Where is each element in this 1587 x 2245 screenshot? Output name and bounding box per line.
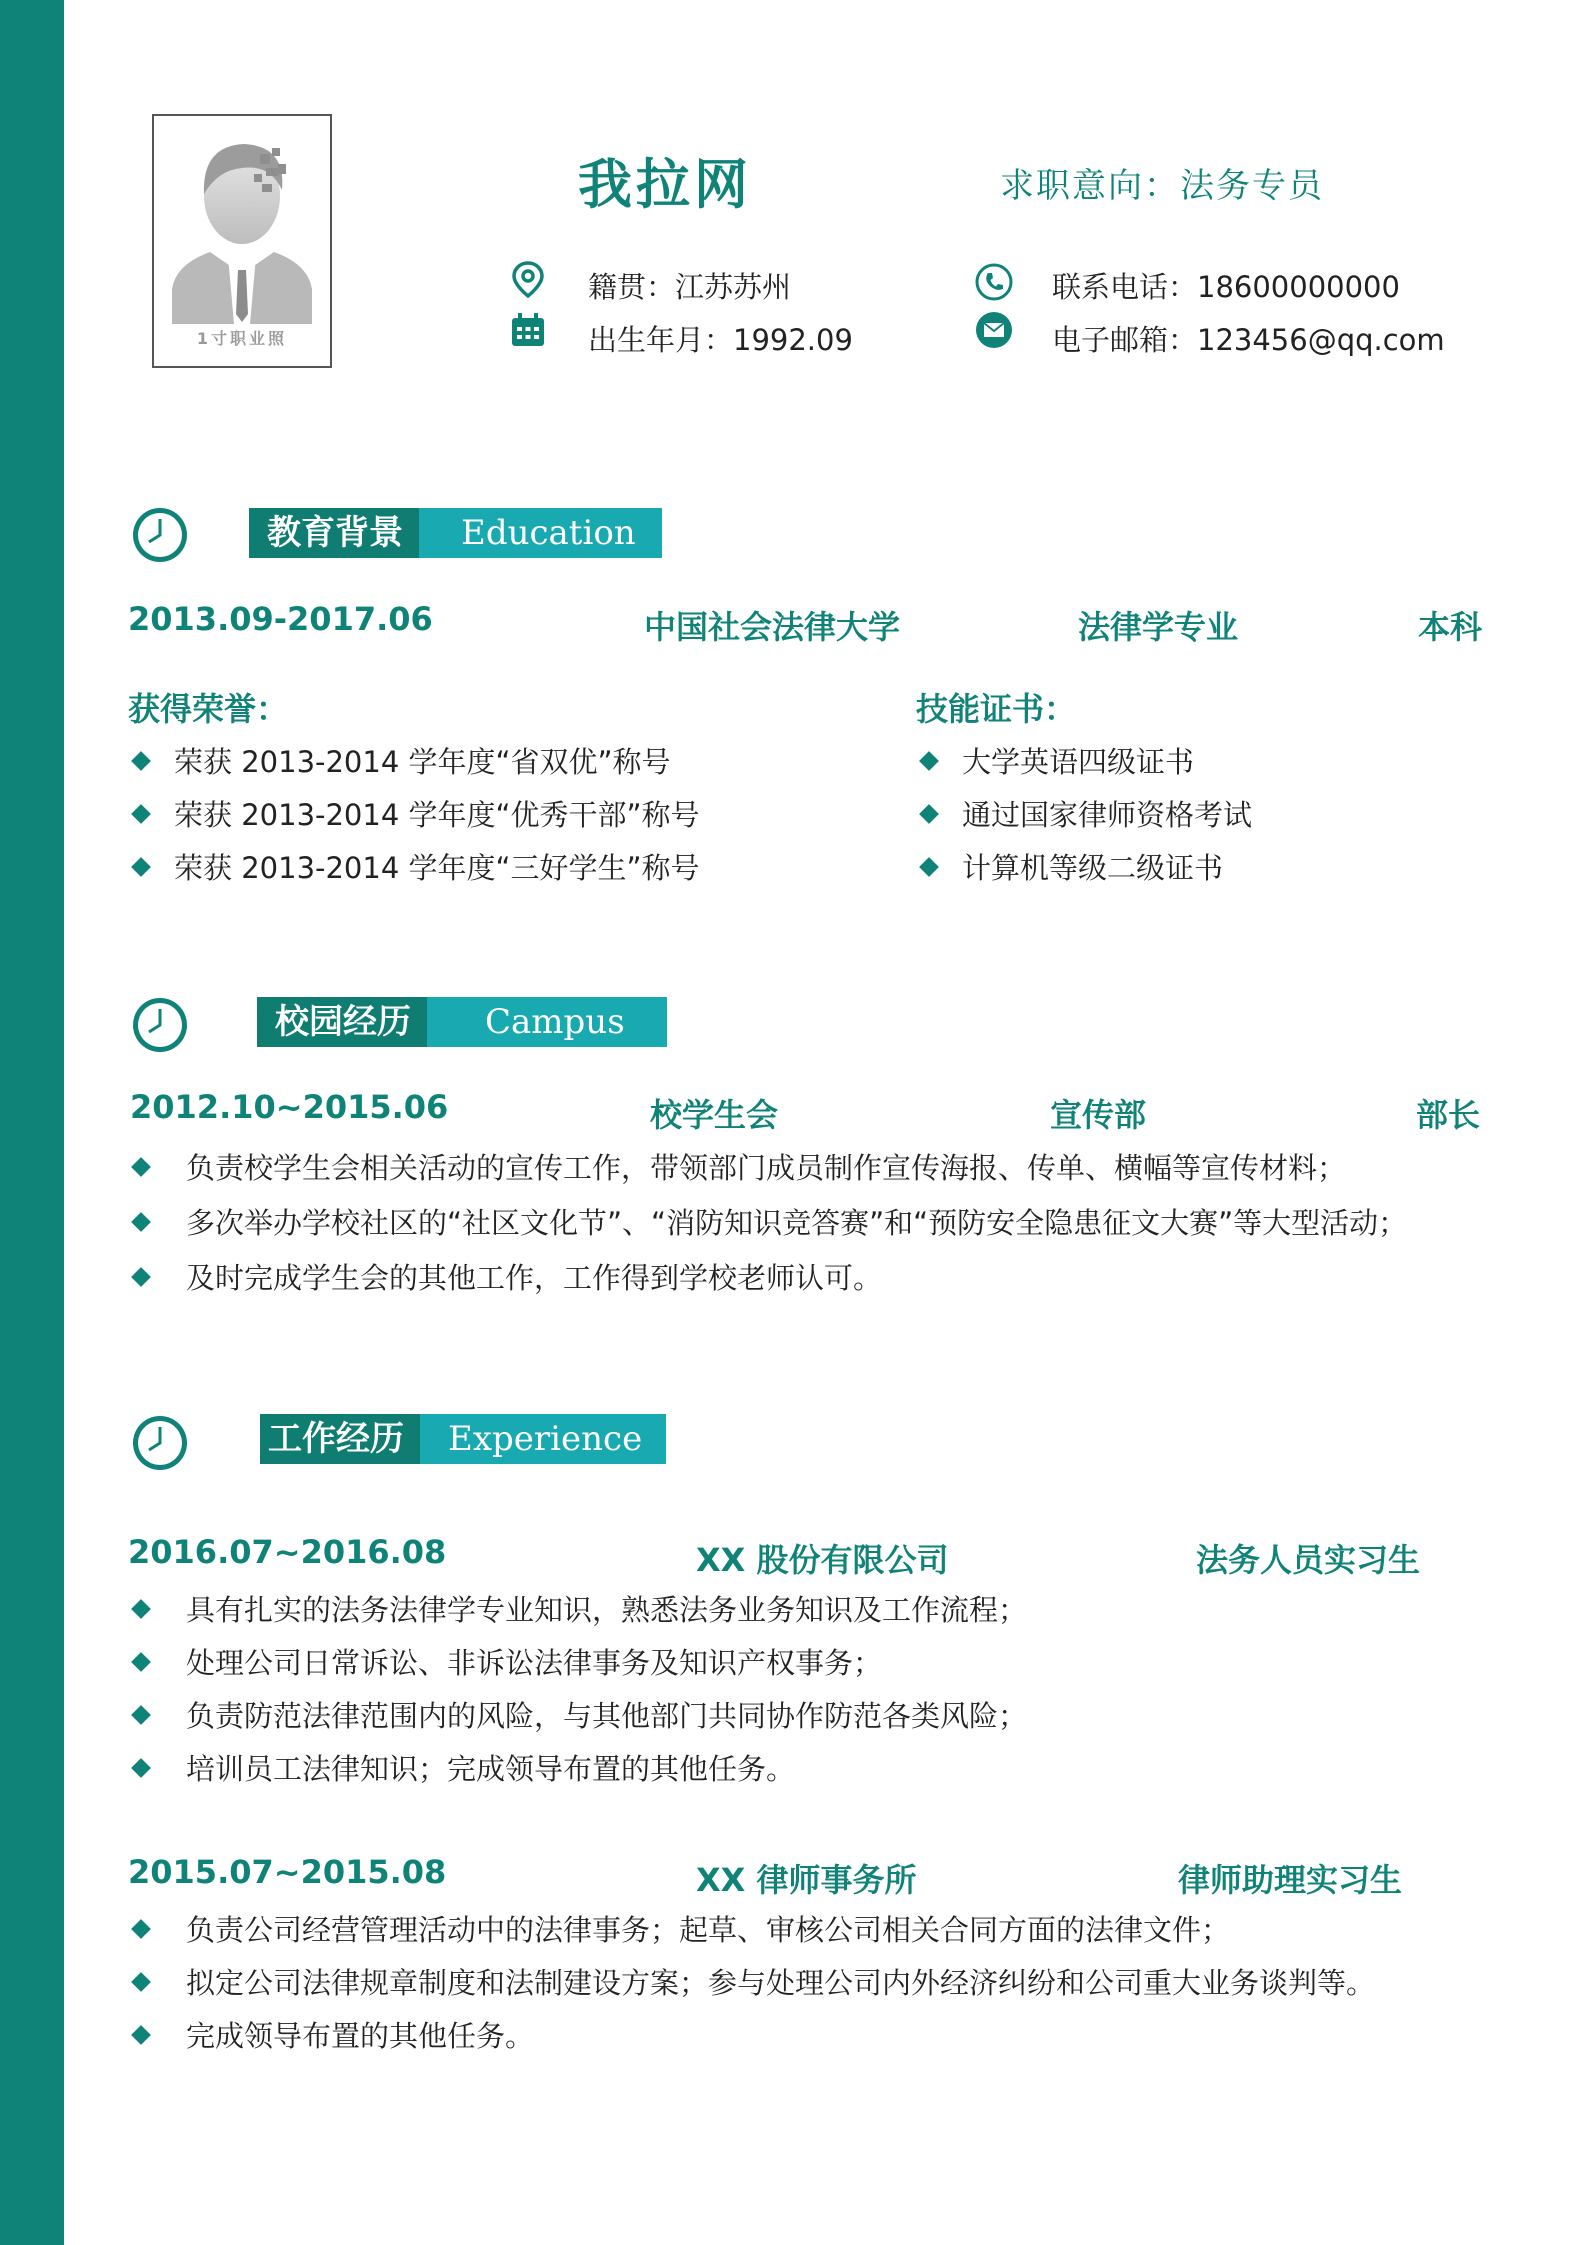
- list-item: 通过国家律师资格考试: [922, 793, 1252, 834]
- mail-icon: [974, 310, 1014, 350]
- list-item: 荣获 2013-2014 学年度“省双优”称号: [134, 740, 671, 781]
- clock-icon: [131, 506, 189, 564]
- section-title-cn: 校园经历: [257, 997, 427, 1047]
- phone-text: 联系电话：18600000000: [1052, 270, 1400, 304]
- education-school: 中国社会法律大学: [644, 608, 901, 646]
- education-degree: 本科: [1418, 608, 1483, 646]
- diamond-bullet-icon: [131, 1919, 151, 1939]
- diamond-bullet-icon: [131, 1212, 151, 1232]
- list-item: 负责校学生会相关活动的宣传工作，带领部门成员制作宣传海报、传单、横幅等宣传材料；: [134, 1146, 1346, 1187]
- profile-photo: [152, 114, 332, 368]
- job-company: XX 律师事务所: [696, 1861, 917, 1899]
- section-title-en: Campus: [427, 997, 667, 1047]
- list-item: 完成领导布置的其他任务。: [134, 2014, 534, 2055]
- section-title-en: Education: [419, 508, 662, 558]
- campus-role: 部长: [1416, 1096, 1481, 1134]
- list-item: 荣获 2013-2014 学年度“三好学生”称号: [134, 846, 700, 887]
- clock-icon: [131, 996, 189, 1054]
- list-item: 多次举办学校社区的“社区文化节”、“消防知识竞答赛”和“预防安全隐患征文大赛”等大型活动；: [134, 1201, 1407, 1242]
- location-icon: [508, 260, 548, 300]
- list-item: 处理公司日常诉讼、非诉讼法律事务及知识产权事务；: [134, 1641, 882, 1682]
- diamond-bullet-icon: [131, 1157, 151, 1177]
- list-item: 计算机等级二级证书: [922, 846, 1223, 887]
- list-item: 培训员工法律知识；完成领导布置的其他任务。: [134, 1747, 795, 1788]
- list-item: 及时完成学生会的其他工作，工作得到学校老师认可。: [134, 1256, 882, 1297]
- diamond-bullet-icon: [131, 1652, 151, 1672]
- email-text: 电子邮箱：123456@qq.com: [1052, 323, 1445, 357]
- list-item: 具有扎实的法务法律学专业知识，熟悉法务业务知识及工作流程；: [134, 1588, 1027, 1629]
- origin-text: 籍贯：江苏苏州: [588, 270, 792, 304]
- job-period: 2016.07~2016.08: [128, 1533, 447, 1571]
- list-item: 负责防范法律范围内的风险，与其他部门共同协作防范各类风险；: [134, 1694, 1027, 1735]
- photo-caption: 1寸职业照: [196, 329, 288, 348]
- job-role: 律师助理实习生: [1178, 1861, 1403, 1899]
- calendar-icon: [508, 310, 548, 350]
- honors-label: 获得荣誉：: [128, 690, 289, 728]
- work-section-header: [260, 1414, 666, 1464]
- campus-org: 校学生会: [650, 1096, 779, 1134]
- diamond-bullet-icon: [131, 804, 151, 824]
- candidate-name: 我拉网: [578, 152, 752, 216]
- skills-label: 技能证书：: [916, 690, 1077, 728]
- diamond-bullet-icon: [131, 2025, 151, 2045]
- clock-icon: [131, 1414, 189, 1472]
- education-major: 法律学专业: [1078, 608, 1239, 646]
- diamond-bullet-icon: [919, 857, 939, 877]
- job-company: XX 股份有限公司: [696, 1541, 949, 1579]
- list-item: 拟定公司法律规章制度和法制建设方案；参与处理公司内外经济纠纷和公司重大业务谈判等。: [134, 1961, 1375, 2002]
- section-title-cn: 工作经历: [260, 1414, 420, 1464]
- birth-text: 出生年月：1992.09: [588, 323, 853, 357]
- section-title-cn: 教育背景: [249, 508, 419, 558]
- education-section-header: [249, 508, 662, 558]
- education-period: 2013.09-2017.06: [128, 600, 433, 638]
- diamond-bullet-icon: [131, 1972, 151, 1992]
- list-item: 大学英语四级证书: [922, 740, 1194, 781]
- job-period: 2015.07~2015.08: [128, 1853, 447, 1891]
- campus-section-header: [257, 997, 667, 1047]
- section-title-en: Experience: [420, 1414, 666, 1464]
- job-intent: 求职意向：法务专员: [1000, 166, 1324, 206]
- diamond-bullet-icon: [131, 751, 151, 771]
- avatar-silhouette-icon: [162, 124, 322, 324]
- diamond-bullet-icon: [919, 804, 939, 824]
- diamond-bullet-icon: [131, 1705, 151, 1725]
- job-role: 法务人员实习生: [1196, 1541, 1421, 1579]
- diamond-bullet-icon: [919, 751, 939, 771]
- list-item: 荣获 2013-2014 学年度“优秀干部”称号: [134, 793, 700, 834]
- campus-period: 2012.10~2015.06: [130, 1088, 449, 1126]
- campus-dept: 宣传部: [1050, 1096, 1147, 1134]
- list-item: 负责公司经营管理活动中的法律事务；起草、审核公司相关合同方面的法律文件；: [134, 1908, 1230, 1949]
- diamond-bullet-icon: [131, 1599, 151, 1619]
- diamond-bullet-icon: [131, 1267, 151, 1287]
- diamond-bullet-icon: [131, 857, 151, 877]
- side-accent-bar: [0, 0, 64, 2245]
- phone-icon: [974, 262, 1014, 302]
- diamond-bullet-icon: [131, 1758, 151, 1778]
